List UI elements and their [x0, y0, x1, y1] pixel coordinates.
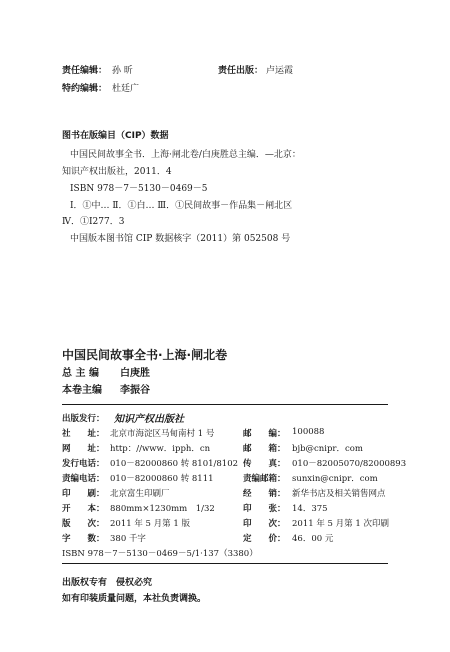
imprint-label: 印 次： [243, 519, 286, 529]
imprint-label: 定 价： [243, 534, 286, 544]
publisher-label: 出版发行： [62, 414, 105, 424]
imprint-value: 010－82005070/82000893 [292, 459, 407, 469]
imprint-bottom-rule [62, 563, 388, 564]
imprint-value: 010－82000860 转 8111 [110, 474, 214, 484]
cip-line-4: Ⅰ．①中… Ⅱ．①白… Ⅲ．①民间故事－作品集－闸北区 [70, 201, 293, 211]
imprint-label: 版 次： [62, 519, 105, 529]
cip-line-1: 中国民间故事全书．上海·闸北卷/白庚胜总主编．—北京： [70, 150, 301, 160]
imprint-value: 新华书店及相关销售网点 [292, 489, 386, 499]
imprint-label: 经 销： [243, 489, 286, 499]
imprint-value: 北京富生印刷厂 [110, 489, 170, 499]
cip-line-2: 知识产权出版社，2011．4 [62, 167, 172, 177]
imprint-label: 传 真： [243, 459, 286, 469]
imprint-label: 责编邮箱： [243, 474, 286, 484]
production-name: 卢运霞 [266, 66, 294, 76]
imprint-label: 印 张： [243, 504, 286, 514]
imprint-label: 开 本： [62, 504, 105, 514]
imprint-label: 字 数： [62, 534, 105, 544]
imprint-value: 北京市海淀区马甸南村 1 号 [110, 429, 215, 439]
volume-editor-label: 本卷主编 [62, 385, 102, 396]
rights-line-2: 如有印装质量问题，本社负责调换。 [62, 594, 207, 604]
imprint-label: 网 址： [62, 444, 105, 454]
imprint-value: 2011 年 5 月第 1 次印刷 [292, 519, 389, 529]
responsible-editor-label: 责任编辑： [62, 66, 108, 76]
imprint-label: 邮 编： [243, 429, 286, 439]
volume-editor-name: 李振谷 [120, 385, 150, 396]
imprint-isbn: ISBN 978－7－5130－0469－5/1·137（3380） [62, 549, 258, 559]
imprint-label: 印 刷： [62, 489, 105, 499]
imprint-value: 380 千字 [110, 534, 146, 544]
cip-line-5: Ⅳ．①I277．3 [62, 217, 125, 227]
imprint-value: 14．375 [292, 504, 328, 514]
cip-line-6: 中国版本图书馆 CIP 数据核字（2011）第 052508 号 [70, 234, 291, 244]
imprint-value: 010－82000860 转 8101/8102 [110, 459, 239, 469]
responsible-editor-name: 孙 昕 [112, 66, 133, 76]
production-label: 责任出版： [218, 66, 264, 76]
imprint-value: http：//www．ipph．cn [110, 444, 211, 454]
imprint-label: 发行电话： [62, 459, 105, 469]
cip-heading: 图书在版编目（CIP）数据 [62, 131, 169, 141]
imprint-value: sunxin@cnipr．com [292, 474, 378, 484]
chief-editor-name: 白庚胜 [120, 368, 150, 379]
imprint-value: 100088 [292, 427, 325, 437]
rights-line-1: 出版权专有 侵权必究 [62, 578, 153, 588]
imprint-label: 邮 箱： [243, 444, 286, 454]
cip-line-3: ISBN 978－7－5130－0469－5 [70, 184, 208, 194]
imprint-value: 2011 年 5 月第 1 版 [110, 519, 190, 529]
special-editor-label: 特约编辑： [62, 84, 108, 94]
imprint-top-rule [62, 404, 388, 405]
imprint-value: 880mm×1230mm 1/32 [110, 504, 215, 514]
imprint-value: bjb@cnipr．com [292, 444, 363, 454]
chief-editor-label: 总 主 编 [62, 368, 99, 379]
imprint-label: 责编电话： [62, 474, 105, 484]
book-title: 中国民间故事全书·上海·闸北卷 [62, 348, 228, 362]
publisher-logo: 知识产权出版社 [114, 414, 184, 425]
imprint-label: 社 址： [62, 429, 105, 439]
imprint-value: 46．00 元 [292, 534, 334, 544]
special-editor-name: 杜廷广 [112, 84, 140, 94]
